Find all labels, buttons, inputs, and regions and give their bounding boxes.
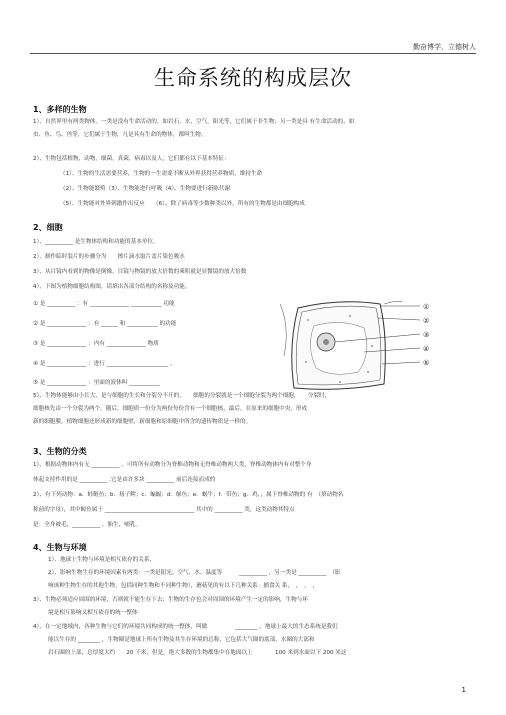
section-heading-diversity: 1、多样的生物 (33, 105, 87, 114)
list-item: （2）、生物能繁殖（3）、生物能进行呼吸（4）、生物要进行新陈代谢 (60, 186, 231, 192)
paragraph-line: 1）、地球上生物与环境是相互依存的关系， (48, 557, 156, 563)
page-number: 1 (461, 686, 466, 694)
fill-in-item: ③ 是 ______________ ：内有 ______________ 物质 (33, 341, 159, 347)
fill-in-item: ① 是 __________ ：有 ______________ ___________ 功能 (33, 301, 175, 307)
paragraph-line: 虫、鱼、鸟、兽等，它们属于生物，凡是具有生命的物体，都叫生物。 (33, 132, 207, 138)
paragraph-line: 称前的字母），其中鲸鱼属于 ________________________________ 其中的 __________ 类，这类动物其特点 (33, 507, 295, 513)
list-item: （1）、生物的生活需要营养，生物的一生需要不断从外界获得营养物质，维持生命 (60, 171, 263, 177)
paragraph-line: 3）、生物必须适应周围的环境，否则就不能生存下去；生物的生存也会对周围的环境产生一定的影响，生物与环 (33, 597, 308, 603)
nucleolus (323, 339, 329, 345)
section-heading-cell: 2、细胞 (33, 223, 63, 232)
section-heading-classification: 3、生物的分类 (33, 447, 87, 456)
page-title: 生命系统的构成层次 (154, 66, 352, 90)
paragraph-line: 2）、生物包括植物，动物，细菌，真菌，病毒以及人，它们都有以下基本特征： (33, 156, 230, 162)
paragraph-line: 新的细胞膜，植物细胞还形成新的细胞壁，新细胞和原细胞中所含的遗传物质是一样的。 (33, 419, 252, 425)
section-heading-environment: 4、生物与环境 (33, 543, 87, 552)
paragraph-line: 2）、有下列动物：a．蛙鲢鱼；b．扬子鳄；c．蝙蝠；d．鲸鱼；e．蜗牛；f．带鱼；g．鸡，，属于脊椎动物的 有 （填动物名 (33, 492, 344, 498)
paragraph-line: 1）、__________ 是生物体结构和功能的基本单位， (33, 239, 159, 245)
list-item: （5）、生物能对外界刺激作出反应 （6）、除了病毒等少数种类以外，所有的生物都是由细胞构成 (60, 201, 305, 207)
header-motto: 勤奋博学，立德树人 (413, 43, 476, 51)
paragraph-line: 4）、在一定地域内，各种生物与它们的环境共同构成的统一整体，叫做 ________ 。地球上最大的生态系统是我们 (33, 624, 338, 630)
paragraph-line: 体起支持作用的是 __________ ,它是由许多块 __________ 前后连接而成的 (33, 477, 216, 483)
fill-in-item: ⑤ 是 ______________ ：里面的液体叫 ___________ (33, 380, 160, 386)
paragraph-line: 能以生存的 ________ ，生物圈是地球上所有生物及其生存环境的总称，它包括大气圈的底部、水圈的大部和 (48, 637, 315, 643)
figure-label: ② (423, 317, 430, 325)
paragraph-line: 5）、生物体能够由小长大，是与细胞的生长和分裂分不开的， 细胞的分裂就是一个细胞分裂为两个细胞， 分裂时， (33, 393, 331, 399)
plant-cell-diagram (280, 296, 440, 396)
header-divider (30, 53, 476, 54)
fill-in-item: ④ 是 ______________ ：进行 ______________________ 。 (33, 361, 176, 367)
paragraph-line: 4）、下图为植物细胞结构图，请填出各部分结构的名称及功能。 (33, 284, 191, 290)
figure-label: ⑤ (423, 359, 430, 367)
paragraph-line: 2）、影响生物生存的环境因素有两类：一类是阳光、空气、水、温度等 __________ ，另一类是 __________ （影 (48, 570, 341, 576)
paragraph-line: 2）、制作临时装片的步骤分为 擦片滴水取片盖片染色吸水 (33, 254, 185, 260)
paragraph-line: 岩石圈的上部，总厚度大约 20 千米，但是，绝大多数的生物都集中在地面以上 100 米到水面以下 200 米这 (48, 650, 347, 656)
vacuole (310, 322, 366, 374)
paragraph-line: 境是相互影响又相互依存的统一整体 (48, 610, 138, 616)
paragraph-line: 细胞核先由一个分裂为两个，随后，细胞质一份分为两份每份含有一个细胞核，最后，在原来的细胞中央，形成 (33, 406, 308, 412)
figure-label: ③ (423, 331, 430, 339)
paragraph-line: 响该种生物生存的其他生物，包括同种生物和不同种生物），蘑菇见的有以下几种关系：捕食关 系， ， ， ， (48, 583, 319, 589)
figure-label: ④ (423, 345, 430, 353)
paragraph-line: 是：全身被毛，__________ ，胎生，哺乳。 (33, 522, 142, 528)
paragraph-line: 1）、自然界里有两类物体，一类是没有生命活动的，如岩石，水，空气，阳光等，它们属于非生物；另一类是具 有生命活动的，如 (33, 119, 355, 125)
fill-in-item: ② 是 ______________ ：有 ______ 和 ___________ 的功能 (33, 321, 177, 327)
paragraph-line: 1）、根据动物体内有无 __________ ，可将所有动物分为脊椎动物和无脊椎动物两大类，脊椎动物体内有对整个身 (33, 462, 312, 468)
figure-label: ① (423, 303, 430, 311)
paragraph-line: 3）、从目镜内看到的物像是倒像，目镜与物镜的放大倍数的乘积就是显微镜的放大倍数 (33, 269, 247, 275)
